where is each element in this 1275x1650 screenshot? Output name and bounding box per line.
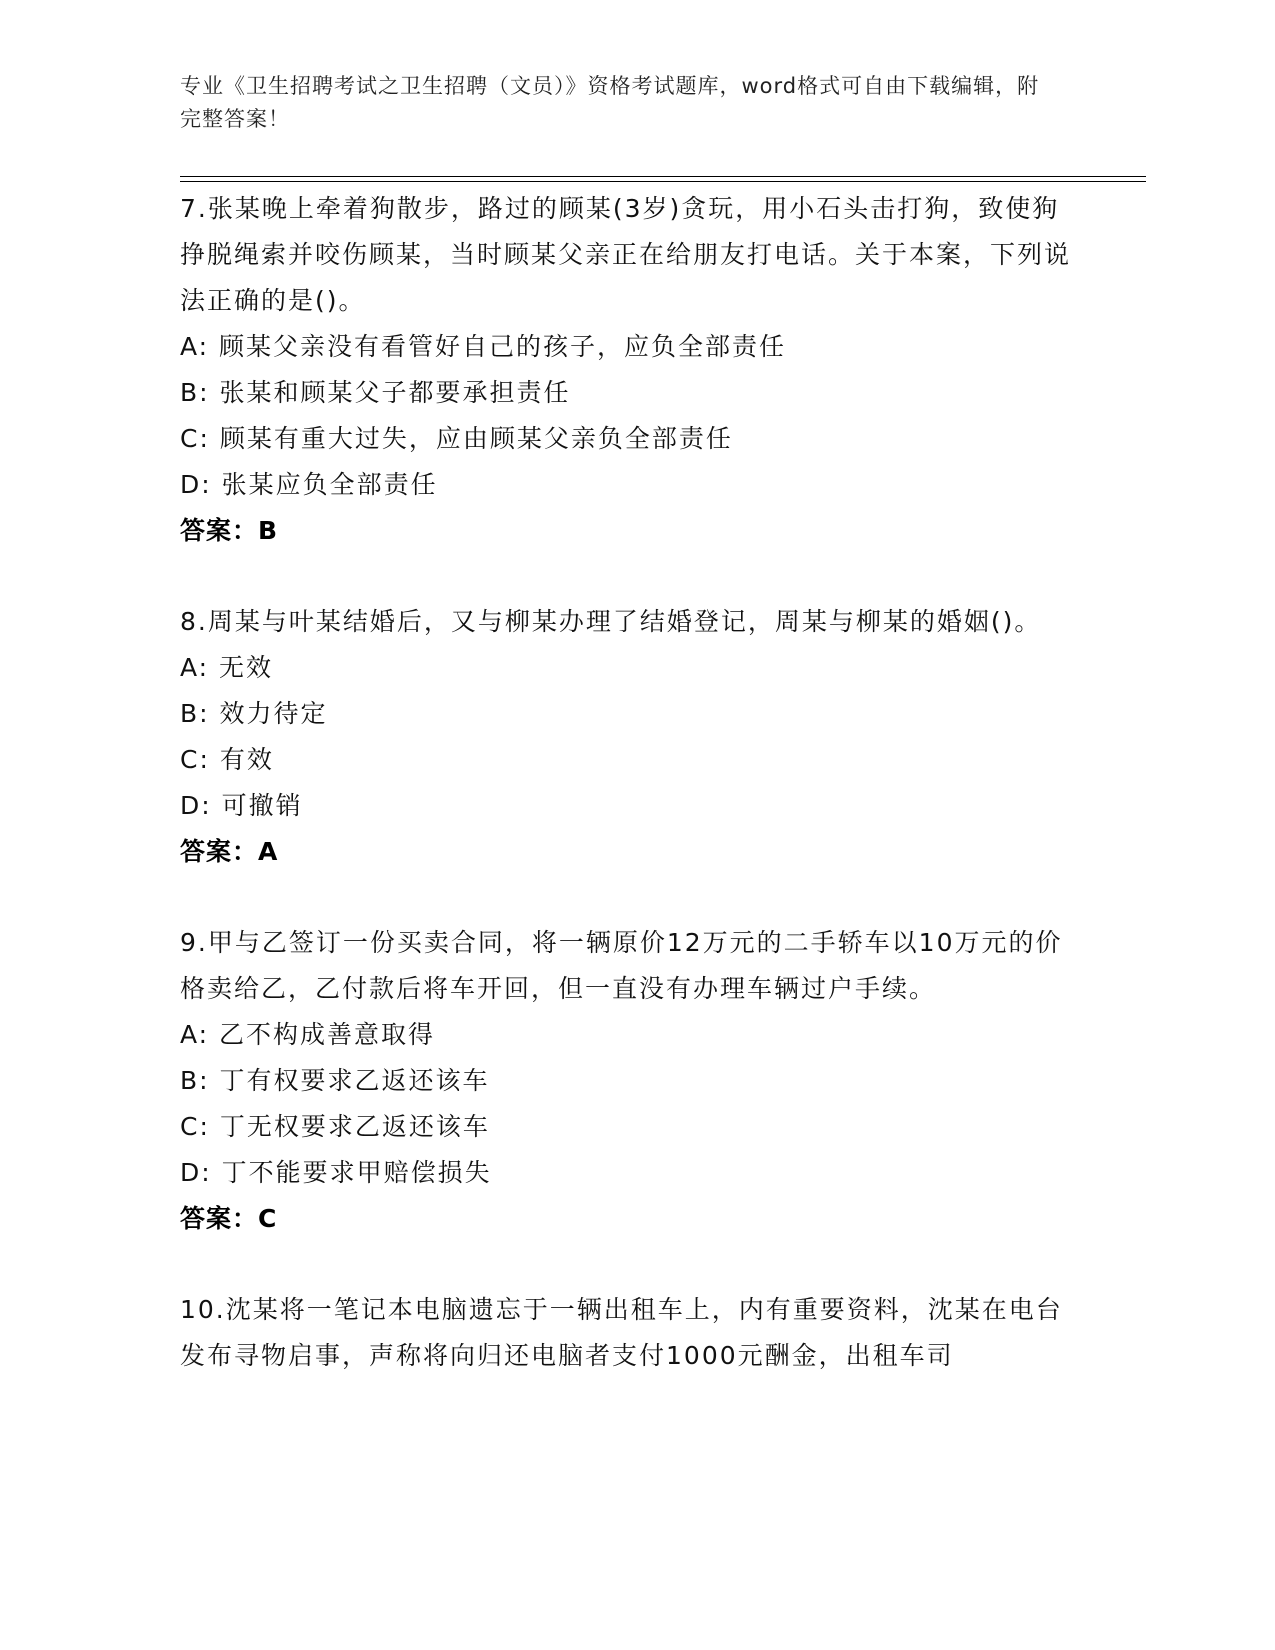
question-7	[180, 186, 1080, 554]
answer-value: A	[258, 837, 279, 866]
answer-value: B	[258, 516, 279, 545]
spacer	[180, 875, 1080, 920]
option-c: C: 有效	[180, 745, 274, 774]
option-a: A: 无效	[180, 653, 274, 682]
header-divider-top	[180, 176, 1146, 177]
option-b: B: 丁有权要求乙返还该车	[180, 1066, 490, 1095]
question-stem: 9.甲与乙签订一份买卖合同，将一辆原价12万元的二手轿车以10万元的价格卖给乙，乙付款后将车开回，但一直没有办理车辆过户手续。	[180, 928, 1063, 1003]
option-d: D: 可撤销	[180, 791, 303, 820]
answer-label: 答案：	[180, 516, 259, 545]
question-10	[180, 1287, 1080, 1379]
option-a: A: 乙不构成善意取得	[180, 1020, 436, 1049]
option-a: A: 顾某父亲没有看管好自己的孩子，应负全部责任	[180, 332, 787, 361]
option-b: B: 张某和顾某父子都要承担责任	[180, 378, 571, 407]
option-c: C: 顾某有重大过失，应由顾某父亲负全部责任	[180, 424, 733, 453]
answer-value: C	[258, 1204, 278, 1233]
question-8	[180, 599, 1080, 875]
option-d: D: 张某应负全部责任	[180, 470, 438, 499]
option-b: B: 效力待定	[180, 699, 328, 728]
spacer	[180, 1242, 1080, 1287]
question-list	[180, 186, 1080, 1379]
answer-line	[180, 508, 1080, 554]
question-stem: 10.沈某将一笔记本电脑遗忘于一辆出租车上，内有重要资料，沈某在电台发布寻物启事，声称将向归还电脑者支付1000元酬金，出租车司	[180, 1295, 1063, 1370]
answer-label: 答案：	[180, 1204, 259, 1233]
answer-line	[180, 1196, 1080, 1242]
answer-label: 答案：	[180, 837, 259, 866]
header-divider-bottom	[180, 181, 1146, 182]
spacer	[180, 554, 1080, 599]
option-c: C: 丁无权要求乙返还该车	[180, 1112, 490, 1141]
answer-line	[180, 829, 1080, 875]
question-stem: 7.张某晚上牵着狗散步，路过的顾某(3岁)贪玩，用小石头击打狗，致使狗挣脱绳索并咬伤顾某，当时顾某父亲正在给朋友打电话。关于本案，下列说法正确的是()。	[180, 194, 1072, 315]
option-d: D: 丁不能要求甲赔偿损失	[180, 1158, 492, 1187]
question-stem: 8.周某与叶某结婚后，又与柳某办理了结婚登记，周某与柳某的婚姻()。	[180, 607, 1042, 636]
document-header-note: 专业《卫生招聘考试之卫生招聘（文员）》资格考试题库，word格式可自由下载编辑，附完整答案！	[180, 74, 1040, 131]
question-9	[180, 920, 1080, 1242]
